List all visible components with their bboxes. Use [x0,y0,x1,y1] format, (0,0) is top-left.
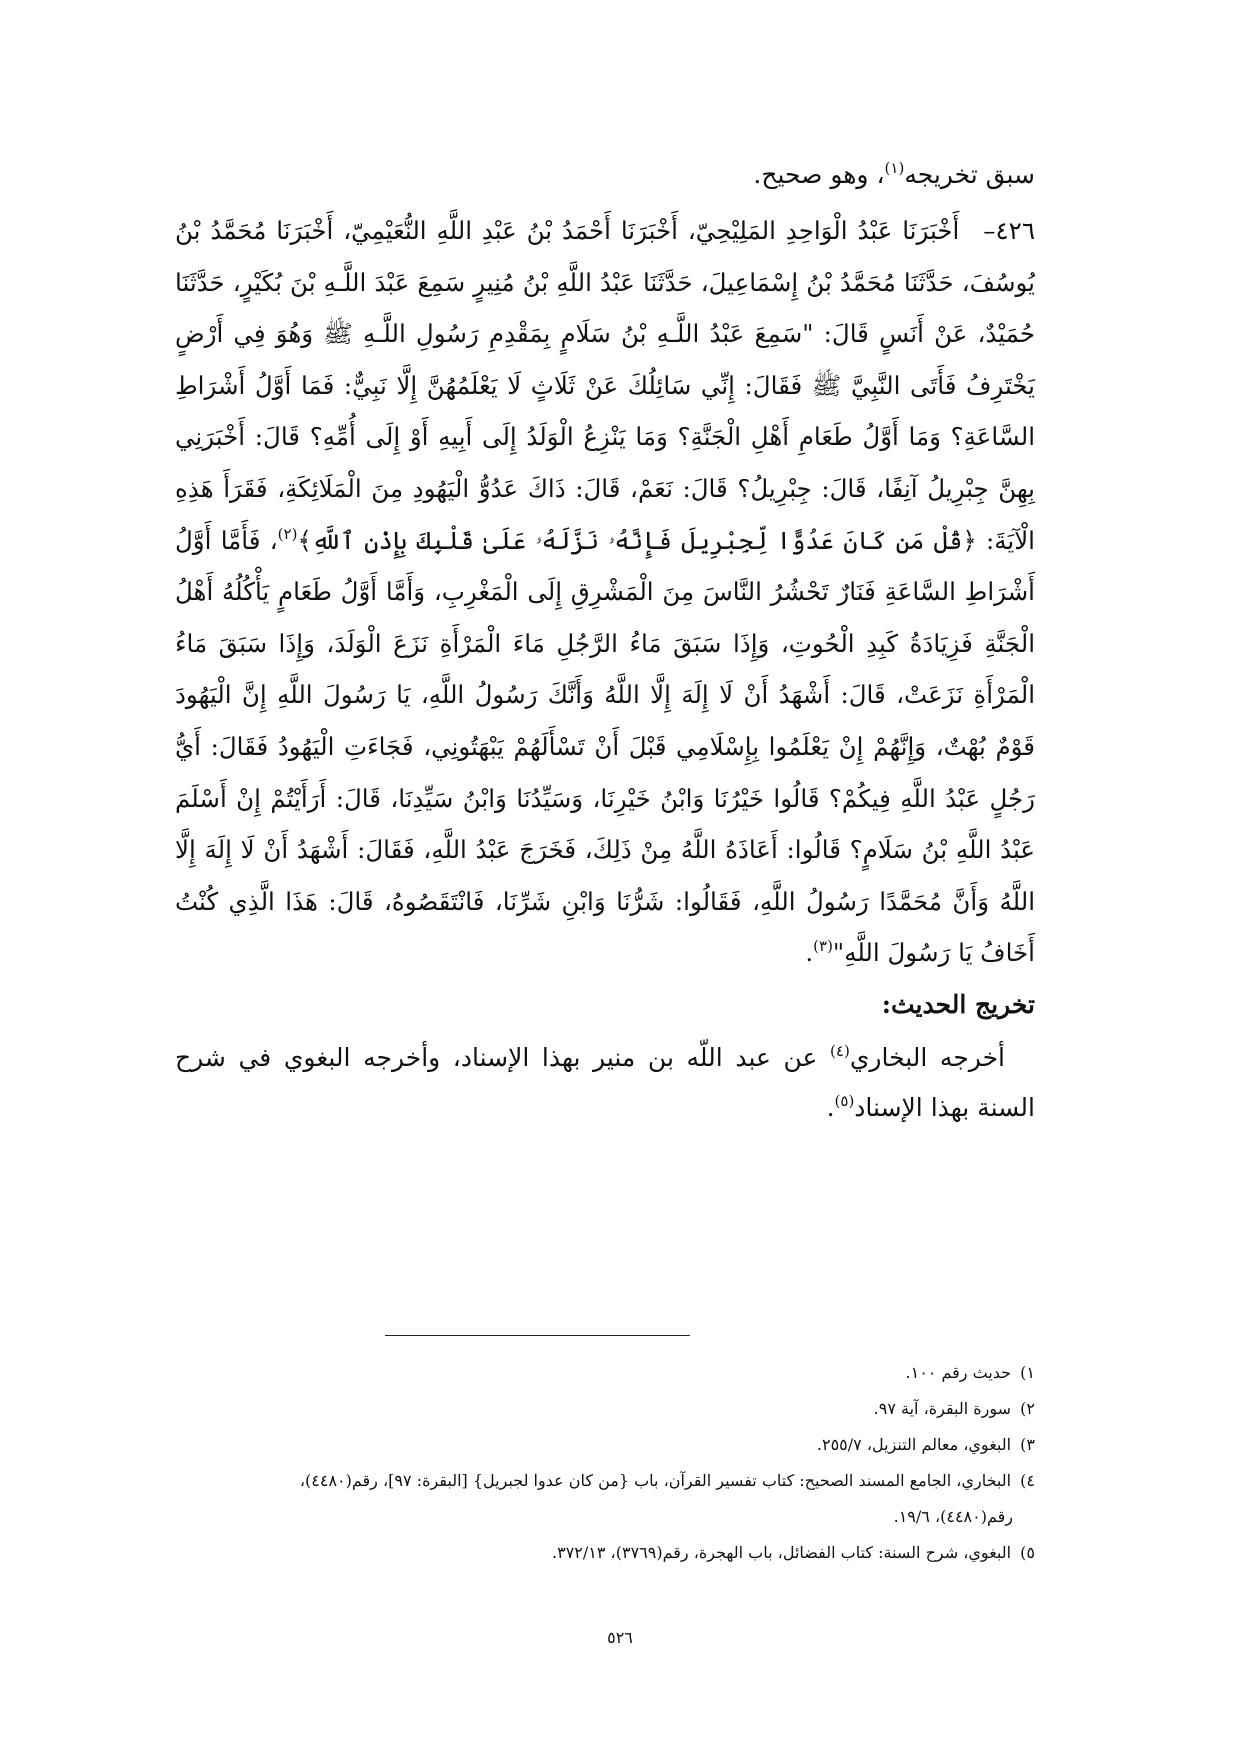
takhrij-paragraph [175,1033,1035,1133]
hadith-number: ٤٢٦– [983,216,1035,245]
page-number: ٥٢٦ [607,1628,633,1647]
footnote-item [175,1391,1035,1427]
takhrij-text-end: . [826,1093,835,1122]
footnote-number: ٥) [1020,1543,1035,1562]
footnote-number: ٤) [1020,1471,1035,1490]
footnote-text: البخاري، الجامع المسند الصحيح: كتاب تفسير القرآن، باب {من كان عدوا لجبريل} [البقرة: ٩٧]، رقم(٤٤٨٠)، [299,1471,1012,1490]
footnote-item [175,1355,1035,1391]
takhrij-text-part-1: أخرجه البخاري [849,1043,1005,1072]
footnote-item [175,1535,1035,1571]
footnote-item [175,1427,1035,1463]
footnote-ref-3: (٣) [813,937,833,956]
footnote-continuation [175,1499,1035,1535]
footnote-number: ٢) [1020,1399,1035,1418]
footnote-ref-5: (٥) [834,1092,855,1110]
footnote-text: سورة البقرة، آية ٩٧. [873,1399,1012,1418]
footnote-text: حديث رقم ١٠٠. [905,1363,1012,1382]
intro-paragraph [175,150,1035,200]
hadith-text-part-2: ، فَأَمَّا أَوَّلُ أَشْرَاطِ السَّاعَةِ فَنَارٌ تَحْشُرُ النَّاسَ مِنَ الْمَشْرِقِ إِلَى الْمَغْرِبِ، وَأَمَّا أَوَّلُ طَعَامٍ يَأْكُلُهُ أَهْلُ الْجَنَّةِ فَزِيَادَةُ كَبِدِ الْحُوتِ، وَإِذَا سَبَقَ مَاءُ الرَّجُلِ مَاءَ الْمَرْأَةِ نَزَعَ الْوَلَدَ، وَإِذَا سَبَقَ مَاءُ الْمَرْأَةِ نَزَعَتْ، قَالَ: أَشْهَدُ أَنْ لَا إِلَهَ إِلَّا اللَّهُ وَأَنَّكَ رَسُولُ اللَّهِ، يَا رَسُولَ اللَّهِ إِنَّ الْيَهُودَ قَوْمٌ بُهْتٌ، وَإِنَّهُمْ إِنْ يَعْلَمُوا بِإِسْلَامِي قَبْلَ أَنْ تَسْأَلَهُمْ يَبْهَتُونِي، فَجَاءَتِ الْيَهُودُ فَقَالَ: أَيُّ رَجُلٍ عَبْدُ اللَّهِ فِيكُمْ؟ قَالُوا خَيْرُنَا وَابْنُ خَيْرِنَا، وَسَيِّدُنَا وَابْنُ سَيِّدِنَا، قَالَ: أَرَأَيْتُمْ إِنْ أَسْلَمَ عَبْدُ اللَّهِ بْنُ سَلَامٍ؟ قَالُوا: أَعَاذَهُ اللَّهُ مِنْ ذَلِكَ، فَخَرَجَ عَبْدُ اللَّهِ، فَقَالَ: أَشْهَدُ أَنْ لَا إِلَهَ إِلَّا اللَّهُ وَأَنَّ مُحَمَّدًا رَسُولُ اللَّهِ، فَقَالُوا: شَرُّنَا وَابْنِ شَرِّنَا، فَانْتَقَصُوهُ، قَالَ: هَذَا الَّذِي كُنْتُ أَخَافُ يَا رَسُولَ اللَّهِ" [175,525,1035,968]
footnote-text: البغوي، شرح السنة: كتاب الفضائل، باب الهجرة، رقم(٣٧٦٩)، ٣٧٢/١٣. [552,1543,1012,1562]
quran-verse: ﴿قُلْ مَن كَانَ عَدُوًّا لِّجِبْرِيلَ فَإِنَّهُۥ نَزَّلَهُۥ عَلَىٰ قَلْبِكَ بِإِذْنِ ٱللَّهِ﴾ [297,525,977,555]
takhrij-heading: تخريج الحديث: [881,990,1035,1019]
hadith-text-end: . [805,938,814,968]
takhrij-text-part-2: عن عبد اللّه بن منير بهذا الإسناد، وأخرجه البغوي في شرح السنة بهذا الإسناد [175,1043,1035,1122]
intro-text-end: ، وهو صحيح. [753,160,885,189]
footnote-text: البغوي، معالم التنزيل، ٢٥٥/٧. [816,1435,1012,1454]
hadith-paragraph [175,205,1035,979]
footnote-number: ٣) [1020,1435,1035,1454]
footnote-ref-4: (٤) [830,1042,850,1060]
footnotes-list [175,1355,1035,1571]
footnote-divider [385,1335,690,1336]
footnote-item [175,1463,1035,1499]
footnote-text: رقم(٤٤٨٠)، ١٩/٦. [893,1507,1013,1526]
footnote-ref-2: (٢) [277,524,298,543]
footnote-ref-1: (١) [884,159,905,177]
hadith-text-part-1: أَخْبَرَنَا عَبْدُ الْوَاحِدِ المَلِيْحِيّ، أَخْبَرَنَا أَحْمَدُ بْنُ عَبْدِ اللَّهِ النُّعَيْمِيّ، أَخْبَرَنَا مُحَمَّدُ بْنُ يُوسُفَ، حَدَّثَنَا مُحَمَّدُ بْنُ إِسْمَاعِيلَ، حَدَّثَنَا عَبْدُ اللَّهِ بْنُ مُنِيرٍ سَمِعَ عَبْدَ اللَّـهِ بْنَ بُكَيْرٍ، حَدَّثَنَا حُمَيْدٌ، عَنْ أَنَسٍ قَالَ: "سَمِعَ عَبْدُ اللَّـهِ بْنُ سَلَامٍ بِمَقْدِمِ رَسُولِ اللَّـهِ ﷺ وَهُوَ فِي أَرْضٍ يَخْتَرِفُ فَأَتَى النَّبِيَّ ﷺ فَقَالَ: إِنِّي سَائِلُكَ عَنْ ثَلَاثٍ لَا يَعْلَمُهُنَّ إِلَّا نَبِيٌّ: فَمَا أَوَّلُ أَشْرَاطِ السَّاعَةِ؟ وَمَا أَوَّلُ طَعَامِ أَهْلِ الْجَنَّةِ؟ وَمَا يَنْزِعُ الْوَلَدُ إِلَى أَبِيهِ أَوْ إِلَى أُمِّهِ؟ قَالَ: أَخْبَرَنِي بِهِنَّ جِبْرِيلُ آنِفًا، قَالَ: جِبْرِيلُ؟ قَالَ: نَعَمْ، قَالَ: ذَاكَ عَدُوُّ الْيَهُودِ مِنَ الْمَلَائِكَةِ، فَقَرَأَ هَذِهِ الْآيَةَ: [175,216,1035,555]
intro-text: سبق تخريجه [904,160,1035,189]
footnote-number: ١) [1020,1363,1035,1382]
